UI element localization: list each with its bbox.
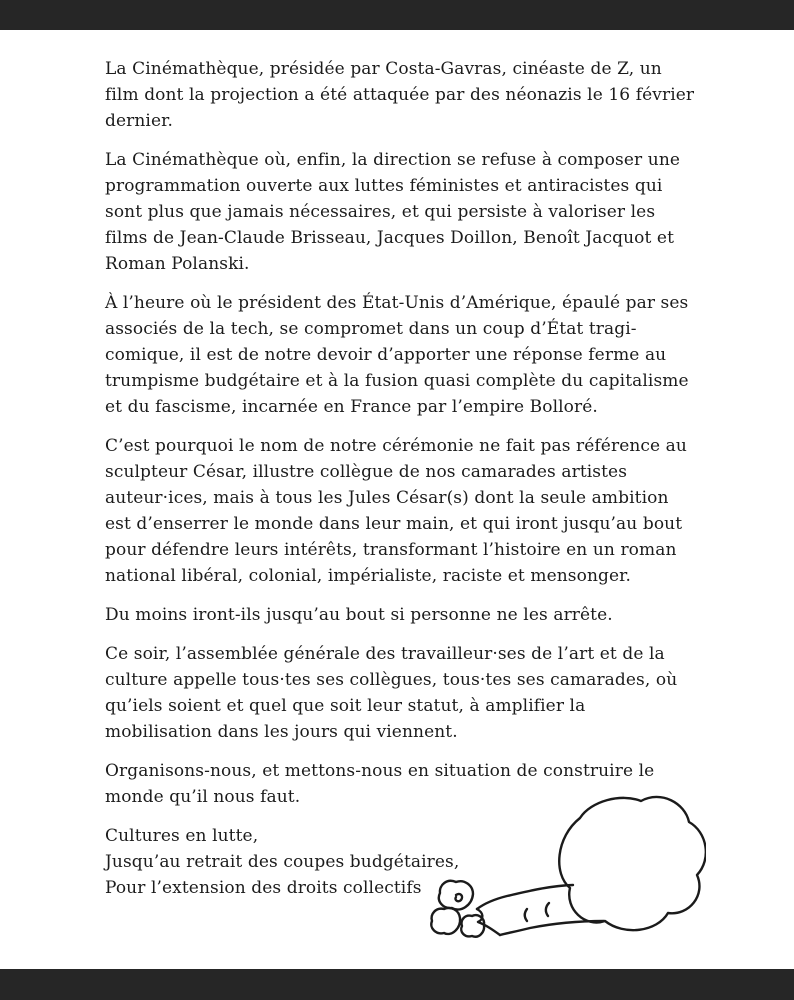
paragraph: Organisons-nous, et mettons-nous en situation de construire le monde qu’il nous faut. — [105, 761, 655, 807]
paragraph: La Cinémathèque, présidée par Costa-Gavras, cinéaste de Z, un film dont la projection a été attaquée par des néonazis le 16 février dernier. — [105, 59, 695, 131]
document-body — [105, 56, 697, 901]
paragraph: Ce soir, l’assemblée générale des travailleur·ses de l’art et de la culture appelle tous·tes ses collègues, tous·tes ses camarades, où qu’iels soient et quel que soit leur statut, à amplifier la mobilisation dans les jours qui viennent. — [105, 644, 678, 742]
letterbox-bottom-bar — [0, 969, 794, 1000]
paragraph: À l’heure où le président des État-Unis d’Amérique, épaulé par ses associés de la tech, se compromet dans un coup d’État tragi-comique, il est de notre devoir d’apporter une réponse ferme au trumpisme budgétaire et à la fusion quasi complète du capitalisme et du fascisme, incarnée en France par l’empire Bolloré. — [105, 293, 689, 417]
signature-line: Jusqu’au retrait des coupes budgétaires, — [105, 852, 460, 872]
signature-line: Pour l’extension des droits collectifs — [105, 878, 422, 898]
paragraph: La Cinémathèque où, enfin, la direction se refuse à composer une programmation ouverte aux luttes féministes et antiracistes qui sont plus que jamais nécessaires, et qui persiste à valoriser les films de Jean-Claude Brisseau, Jacques Doillon, Benoît Jacquot et Roman Polanski. — [105, 150, 681, 274]
deflating-balloon-sketch-icon — [428, 782, 706, 947]
paragraph: C’est pourquoi le nom de notre cérémonie ne fait pas référence au sculpteur César, illustre collègue de nos camarades artistes auteur·ices, mais à tous les Jules César(s) dont la seule ambition est d’enserrer le monde dans leur main, et qui iront jusqu’au bout pour défendre leurs intérêts, transformant l’histoire en un roman national libéral, colonial, impérialiste, raciste et mensonger. — [105, 436, 687, 586]
paragraph: Du moins iront-ils jusqu’au bout si personne ne les arrête. — [105, 605, 613, 625]
signature-line: Cultures en lutte, — [105, 826, 259, 846]
letterbox-top-bar — [0, 0, 794, 30]
